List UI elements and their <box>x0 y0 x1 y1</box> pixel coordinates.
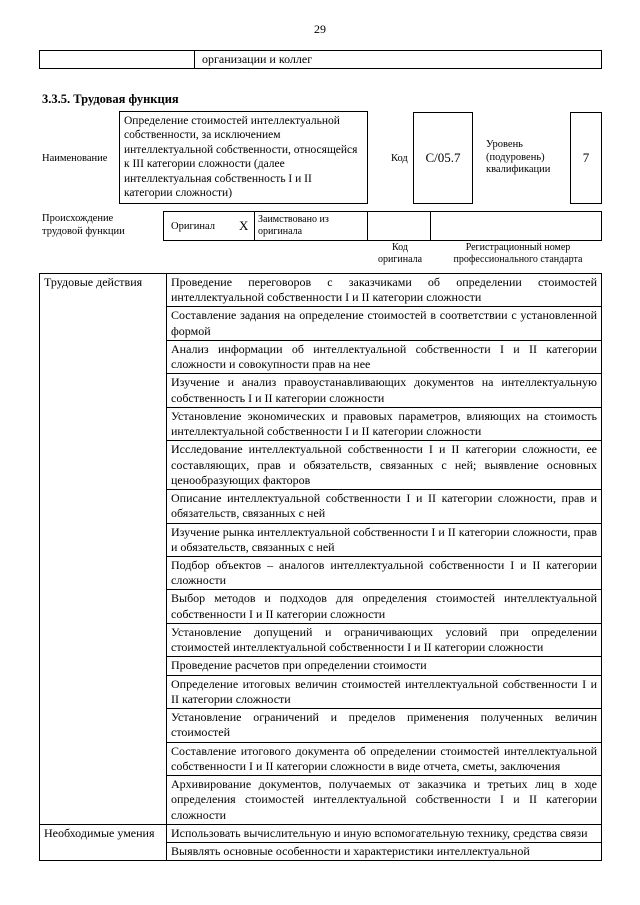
table-cell: Установление экономических и правовых параметров, влияющих на стоимость интеллектуальной собственности I и II категории сложности <box>167 407 602 440</box>
table-cell: Подбор объектов – аналогов интеллектуальной собственности I и II категории сложности <box>167 556 602 589</box>
original-label: Оригинал <box>171 221 215 232</box>
table-row <box>40 824 602 842</box>
table-cell: Составление задания на определение стоимостей в соответствии с установленной формой <box>167 307 602 340</box>
code-original-label: Код оригинала <box>377 242 423 265</box>
table-cell: Изучение и анализ правоустанавливающих документов на интеллектуальную собственность I и II категории сложности <box>167 374 602 407</box>
code-box: С/05.7 <box>413 112 473 204</box>
section-title: 3.3.5. Трудовая функция <box>42 92 179 106</box>
table-cell: Выбор методов и подходов для определения стоимостей интеллектуальной собственности I и II категории сложности <box>167 590 602 623</box>
table-cell: Проведение переговоров с заказчиками об определении стоимостей интеллектуальной собственности I и II категории сложности <box>167 274 602 307</box>
level-box: 7 <box>570 112 602 204</box>
reg-number-label: Регистрационный номер профессионального стандарта <box>453 242 583 265</box>
continuation-text: организации и коллег <box>202 52 313 66</box>
page-number: 29 <box>314 22 326 36</box>
continuation-row <box>39 50 602 69</box>
table-cell: Исследование интеллектуальной собственности I и II категории сложности, ее составляющих, прав и обязательств, связанных с ней; выявление основных ценообразующих факторов <box>167 441 602 490</box>
functions-table <box>39 273 602 861</box>
original-mark: X <box>239 218 249 233</box>
table-row <box>40 274 602 307</box>
borrowed-label: Заимствовано из оригинала <box>258 214 329 237</box>
table-cell: Архивирование документов, получаемых от заказчика и третьих лиц в ходе определения стоимостей интеллектуальной собственности I и II категории сложности <box>167 776 602 825</box>
table-cell: Изучение рынка интеллектуальной собственности I и II категории сложности, прав и обязательств, связанных с ней <box>167 523 602 556</box>
table-cell: Установление ограничений и пределов применения полученных величин стоимостей <box>167 709 602 742</box>
table-cell: Анализ информации об интеллектуальной собственности I и II категории сложности и совокупности прав на нее <box>167 340 602 373</box>
origin-table <box>163 211 602 241</box>
code-label: Код <box>391 153 408 164</box>
function-name-box: Определение стоимостей интеллектуальной собственности, за исключением интеллектуальной собственности, относящейся к III категории сложности (далее интеллектуальная собственность I и II категории сложности) <box>119 111 368 204</box>
table-cell: Проведение расчетов при определении стоимости <box>167 657 602 675</box>
table-cell: Описание интеллектуальной собственности I и II категории сложности, прав и обязательств, связанных с ней <box>167 490 602 523</box>
table-cell: Использовать вычислительную и иную вспомогательную технику, средства связи <box>167 824 602 842</box>
level-label: Уровень (подуровень) квалификации <box>486 139 551 176</box>
origin-label: Происхождение трудовой функции <box>42 213 125 237</box>
table-cell: Выявлять основные особенности и характеристики интеллектуальной <box>167 842 602 860</box>
row-header: Необходимые умения <box>40 824 167 860</box>
name-label: Наименование <box>42 153 108 164</box>
table-cell: Установление допущений и ограничивающих условий при определении стоимостей интеллектуальной собственности I и II категории сложности <box>167 623 602 656</box>
table-cell: Составление итогового документа об определении стоимостей интеллектуальной собственности I и II категории сложности в виде отчета, сметы, заключения <box>167 742 602 775</box>
table-cell: Определение итоговых величин стоимостей интеллектуальной собственности I и II категории сложности <box>167 675 602 708</box>
row-header: Трудовые действия <box>40 274 167 825</box>
